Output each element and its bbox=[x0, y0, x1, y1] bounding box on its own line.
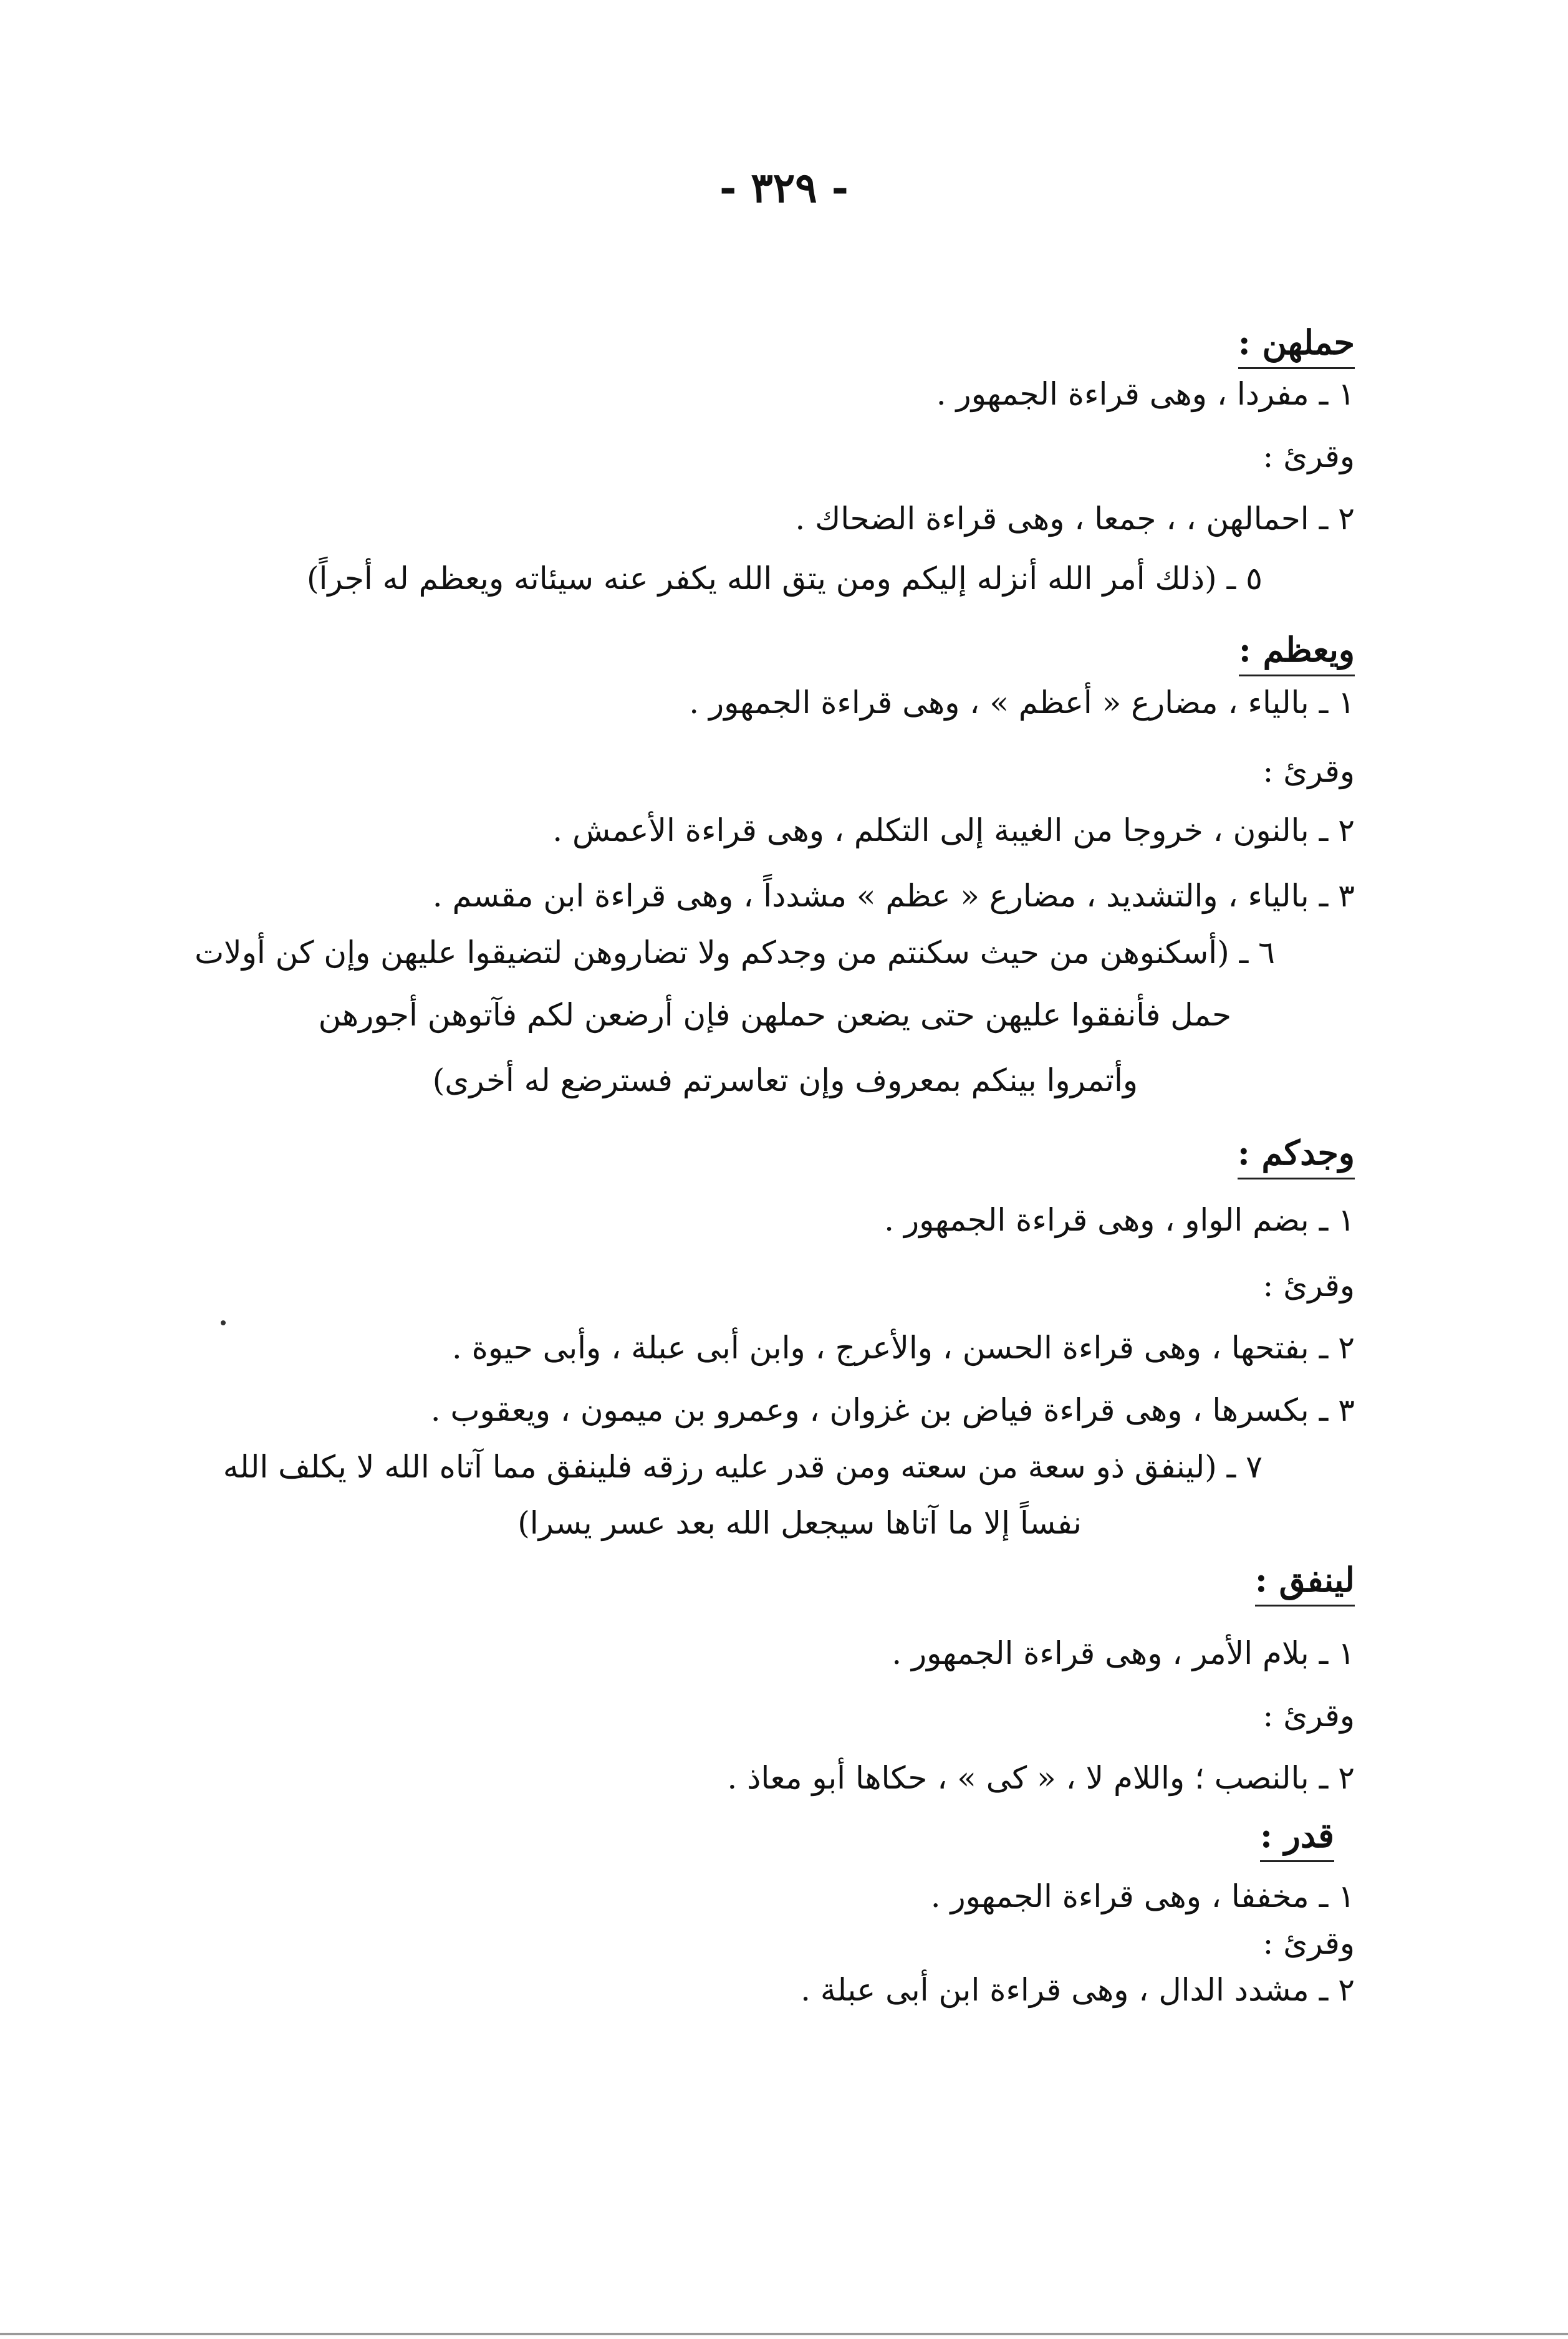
reading-line: وقرئ : bbox=[1263, 753, 1355, 789]
reading-line: وقرئ : bbox=[1263, 1267, 1355, 1304]
reading-line: ١ ـ مخففا ، وهى قراءة الجمهور . bbox=[930, 1878, 1355, 1914]
section-heading-wujdikum: وجدكم : bbox=[1238, 1131, 1355, 1179]
reading-line: ١ ـ بضم الواو ، وهى قراءة الجمهور . bbox=[884, 1202, 1355, 1238]
reading-line: ٢ ـ احمالهن ، ، جمعا ، وهى قراءة الضحاك . bbox=[795, 501, 1355, 537]
section-heading-yuazzim: ويعظم : bbox=[1239, 628, 1355, 676]
reading-line: ١ ـ مفردا ، وهى قراءة الجمهور . bbox=[936, 376, 1355, 412]
reading-line: ١ ـ بالياء ، مضارع « أعظم » ، وهى قراءة الجمهور . bbox=[689, 684, 1355, 721]
reading-line: ٢ ـ بالنون ، خروجا من الغيبة إلى التكلم ، وهى قراءة الأعمش . bbox=[552, 812, 1355, 848]
reading-line: وقرئ : bbox=[1263, 1698, 1355, 1734]
section-heading-liyunfiq: لينفق : bbox=[1255, 1559, 1355, 1607]
section-heading-qudira: قدر : bbox=[1260, 1814, 1334, 1862]
reading-line: ١ ـ بلام الأمر ، وهى قراءة الجمهور . bbox=[892, 1635, 1355, 1671]
reading-line: وقرئ : bbox=[1263, 438, 1355, 474]
page-number: - ٣٢٩ - bbox=[719, 163, 849, 212]
reading-line: ٢ ـ بالنصب ؛ واللام لا ، « كى » ، حكاها أبو معاذ . bbox=[727, 1760, 1355, 1796]
quran-verse-line: ٥ ـ (ذلك أمر الله أنزله إليكم ومن يتق الله يكفر عنه سيئاته ويعظم له أجراً) bbox=[307, 560, 1263, 597]
reading-line: وقرئ : bbox=[1263, 1925, 1355, 1961]
quran-verse-line: نفساً إلا ما آتاها سيجعل الله بعد عسر يسرا) bbox=[517, 1505, 1082, 1541]
quran-verse-line: وأتمروا بينكم بمعروف وإن تعاسرتم فسترضع له أخرى) bbox=[432, 1062, 1138, 1098]
reading-line: ٢ ـ مشدد الدال ، وهى قراءة ابن أبى عبلة . bbox=[801, 1972, 1355, 2008]
quran-verse-line: ٦ ـ (أسكنوهن من حيث سكنتم من وجدكم ولا تضاروهن لتضيقوا عليهن وإن كن أولات bbox=[195, 934, 1275, 971]
quran-verse-line: حمل فأنفقوا عليهن حتى يضعن حملهن فإن أرضعن لكم فآتوهن أجورهن bbox=[318, 997, 1231, 1033]
reading-line: ٢ ـ بفتحها ، وهى قراءة الحسن ، والأعرج ، وابن أبى عبلة ، وأبى حيوة . bbox=[451, 1330, 1355, 1366]
quran-verse-line: ٧ ـ (لينفق ذو سعة من سعته ومن قدر عليه رزقه فلينفق مما آتاه الله لا يكلف الله bbox=[223, 1449, 1263, 1485]
scan-speck bbox=[221, 1320, 226, 1325]
reading-line: ٣ ـ بكسرها ، وهى قراءة فياض بن غزوان ، وعمرو بن ميمون ، ويعقوب . bbox=[430, 1392, 1355, 1428]
section-heading-hamlahunna: حملهن : bbox=[1238, 321, 1355, 369]
reading-line: ٣ ـ بالياء ، والتشديد ، مضارع « عظم » مشدداً ، وهى قراءة ابن مقسم . bbox=[432, 878, 1355, 914]
page-bottom-rule bbox=[0, 2333, 1568, 2335]
